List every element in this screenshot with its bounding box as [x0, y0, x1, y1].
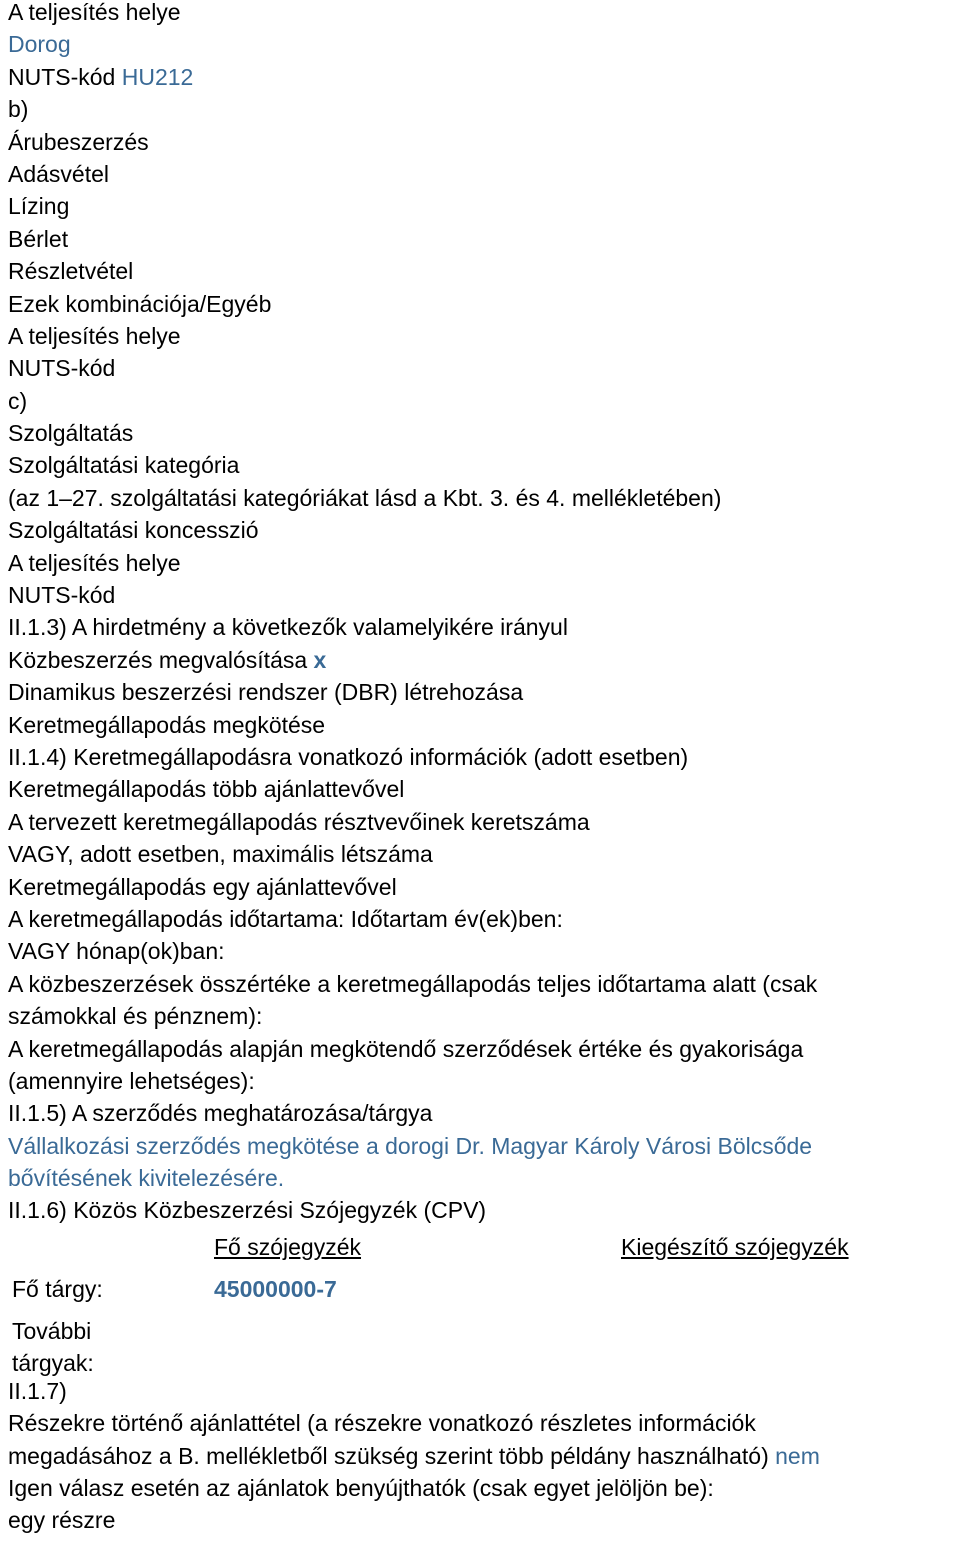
doc-line: [8, 421, 958, 453]
line-label: Adásvétel: [8, 160, 110, 187]
doc-line: [8, 745, 958, 777]
line-label: Dinamikus beszerzési rendszer (DBR) létrehozása: [8, 679, 524, 706]
line-label: A teljesítés helye: [8, 322, 181, 349]
line-label: megadásához a B. mellékletből szükség szerint több példány használható): [8, 1442, 776, 1469]
doc-line: [8, 1134, 958, 1166]
line-label: NUTS-kód: [8, 582, 116, 609]
doc-line: [8, 194, 958, 226]
doc-line: [8, 1101, 958, 1133]
line-label: A keretmegállapodás időtartama: Időtartam év(ek)ben:: [8, 905, 563, 932]
doc-line: [8, 583, 958, 615]
line-label: A teljesítés helye: [8, 549, 181, 576]
line-value: nem: [775, 1442, 820, 1469]
doc-line: [8, 551, 958, 583]
line-label: Ezek kombinációja/Egyéb: [8, 290, 272, 317]
line-label: VAGY hónap(ok)ban:: [8, 938, 225, 965]
line-label: II.1.5) A szerződés meghatározása/tárgya: [8, 1100, 433, 1127]
line-label: b): [8, 96, 29, 123]
cpv-further-objects-label: [12, 1315, 94, 1379]
doc-line: [8, 1379, 958, 1411]
doc-line: [8, 615, 958, 647]
cpv-table-header: [8, 1231, 958, 1273]
lines-top: [8, 0, 958, 1231]
line-label: A keretmegállapodás alapján megkötendő szerződések értéke és gyakorisága: [8, 1035, 804, 1062]
line-label: Közbeszerzés megvalósítása: [8, 646, 314, 673]
line-label: A tervezett keretmegállapodás résztvevőinek keretszáma: [8, 808, 590, 835]
line-label: Keretmegállapodás több ajánlattevővel: [8, 776, 405, 803]
line-label: NUTS-kód: [8, 355, 116, 382]
doc-line: [8, 324, 958, 356]
line-label: II.1.3) A hirdetmény a következők valamelyikére irányul: [8, 614, 568, 641]
doc-line: [8, 875, 958, 907]
line-label: Részletvétel: [8, 258, 134, 285]
doc-line: [8, 292, 958, 324]
line-label: II.1.7): [8, 1377, 67, 1404]
line-label: c): [8, 387, 28, 414]
doc-line: [8, 486, 958, 518]
line-label: Szolgáltatási koncesszió: [8, 517, 259, 544]
doc-line: [8, 65, 958, 97]
doc-line: [8, 1476, 958, 1508]
cpv-main-object-label: Fő tárgy:: [12, 1275, 103, 1302]
line-label: egy részre: [8, 1507, 116, 1534]
doc-line: [8, 680, 958, 712]
line-label: (az 1–27. szolgáltatási kategóriákat lásd a Kbt. 3. és 4. mellékletében): [8, 484, 722, 511]
cpv-further-objects-row: [8, 1315, 958, 1379]
doc-line: [8, 1411, 958, 1443]
line-label: Szolgáltatási kategória: [8, 452, 240, 479]
doc-line: [8, 162, 958, 194]
doc-line: [8, 713, 958, 745]
cpv-main-vocabulary-header: Fő szójegyzék: [214, 1233, 362, 1260]
doc-line: [8, 259, 958, 291]
lines-bottom: [8, 1379, 958, 1541]
doc-line: [8, 1069, 958, 1101]
line-value: x: [313, 646, 327, 673]
doc-line: [8, 939, 958, 971]
doc-line: [8, 356, 958, 388]
line-label: II.1.4) Keretmegállapodásra vonatkozó információk (adott esetben): [8, 743, 689, 770]
doc-line: [8, 518, 958, 550]
doc-line: [8, 907, 958, 939]
doc-line: [8, 32, 958, 64]
line-value: bővítésének kivitelezésére.: [8, 1165, 285, 1192]
doc-line: [8, 1444, 958, 1476]
line-label: Igen válasz esetén az ajánlatok benyújthatók (csak egyet jelöljön be):: [8, 1475, 714, 1502]
doc-line: [8, 1198, 958, 1230]
cpv-supplementary-vocabulary-header: Kiegészítő szójegyzék: [621, 1233, 849, 1260]
cpv-further-objects-label-line2: tárgyak:: [12, 1349, 94, 1376]
line-label: Árubeszerzés: [8, 128, 149, 155]
line-label: Részekre történő ajánlattétel (a részekre vonatkozó részletes információk: [8, 1410, 756, 1437]
cpv-main-object-row: [8, 1273, 958, 1315]
cpv-further-objects-label-line1: További: [12, 1317, 92, 1344]
line-label: (amennyire lehetséges):: [8, 1067, 255, 1094]
doc-line: [8, 1004, 958, 1036]
line-label: A közbeszerzések összértéke a keretmegállapodás teljes időtartama alatt (csak: [8, 970, 818, 997]
doc-line: [8, 777, 958, 809]
line-label: Keretmegállapodás egy ajánlattevővel: [8, 873, 397, 900]
doc-line: [8, 842, 958, 874]
doc-line: [8, 1166, 958, 1198]
doc-line: [8, 453, 958, 485]
line-label: A teljesítés helye: [8, 0, 181, 25]
doc-line: [8, 389, 958, 421]
line-label: számokkal és pénznem):: [8, 1003, 263, 1030]
doc-line: [8, 648, 958, 680]
doc-line: [8, 97, 958, 129]
doc-line: [8, 0, 958, 32]
line-value: Vállalkozási szerződés megkötése a dorogi Dr. Magyar Károly Városi Bölcsőde: [8, 1132, 813, 1159]
doc-line: [8, 810, 958, 842]
doc-line: [8, 1037, 958, 1069]
doc-line: [8, 1508, 958, 1540]
doc-line: [8, 130, 958, 162]
document-body: [8, 0, 958, 1541]
line-label: Bérlet: [8, 225, 69, 252]
line-value: Dorog: [8, 31, 71, 58]
line-label: Lízing: [8, 193, 70, 220]
line-label: VAGY, adott esetben, maximális létszáma: [8, 841, 433, 868]
line-value: HU212: [121, 63, 194, 90]
doc-line: [8, 227, 958, 259]
line-label: II.1.6) Közös Közbeszerzési Szójegyzék (CPV): [8, 1197, 487, 1224]
doc-line: [8, 972, 958, 1004]
line-label: Keretmegállapodás megkötése: [8, 711, 326, 738]
line-label: Szolgáltatás: [8, 420, 134, 447]
cpv-main-object-code: 45000000-7: [214, 1275, 337, 1302]
line-label: NUTS-kód: [8, 63, 122, 90]
